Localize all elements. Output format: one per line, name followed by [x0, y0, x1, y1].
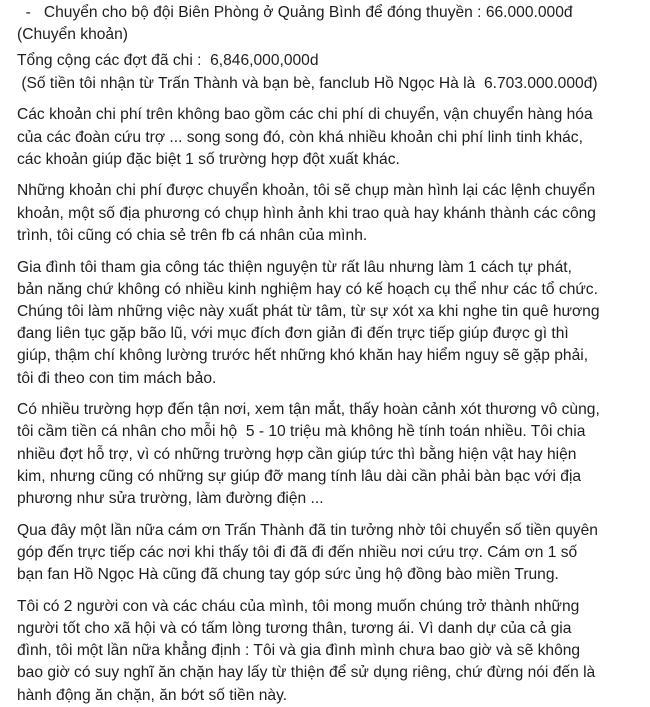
- text-line: góp đến trực tiếp các nơi khi thấy tôi đi đã đi đến nhiều nơi cứu trợ. Cám ơn 1 số: [17, 543, 578, 561]
- text-line: giúp, thậm chí không lường trước hết những khó khăn hay hiểm nguy sẽ gặp phải,: [17, 347, 589, 365]
- text-line: các khoản giúp đặc biệt 1 số trường hợp đột xuất khác.: [17, 150, 400, 168]
- paragraph-transfer-proof: [17, 180, 634, 247]
- text-line: Gia đình tôi tham gia công tác thiện nguyện từ rất lâu nhưng làm 1 cách tự phát,: [17, 258, 572, 276]
- text-line: kim, nhưng cũng có những sự giúp đỡ mang tính lâu dài cần phải bàn bạc với địa: [17, 467, 582, 485]
- paragraph-transfer-item: [17, 2, 634, 46]
- paragraph-excluded-costs: [17, 104, 634, 171]
- text-line: bao giờ có suy nghĩ ăn chặn hay lấy từ thiện để sử dụng riêng, chứ đừng nói đến là: [17, 664, 596, 682]
- text-line: của các đoàn cứu trợ ... song song đó, còn khá nhiều khoản chi phí linh tinh khác,: [17, 128, 583, 146]
- paragraph-cases: [17, 399, 634, 510]
- paragraph-affirmation: [17, 596, 634, 707]
- text-line: - Chuyển cho bộ đội Biên Phòng ở Quảng Bình để đóng thuyền : 66.000.000đ: [17, 4, 573, 21]
- text-line: đang liên tục gặp bão lũ, với mục đích đơn giản đi đến trực tiếp giúp được gì thì: [17, 325, 569, 343]
- text-line: đình, tôi một lần nữa khẳng định : Tôi và gia đình mình chưa bao giờ và sẽ không: [17, 642, 581, 660]
- paragraph-thanks: [17, 520, 634, 587]
- paragraph-total-spent: [17, 50, 634, 94]
- text-line: Tổng cộng các đợt đã chi : 6,846,000,000d: [17, 52, 319, 70]
- text-line: tôi cầm tiền cá nhân cho mỗi hộ 5 - 10 triệu mà không hề tính toán nhiều. Tôi chia: [17, 423, 586, 441]
- text-line: Tôi có 2 người con và các cháu của mình, tôi mong muốn chúng trở thành những: [17, 597, 580, 615]
- text-line: nhiều đợt hỗ trợ, vì có những trường hợp cần giúp tức thì bằng hiện vật hay hiện: [17, 445, 577, 463]
- text-line: (Số tiền tôi nhận từ Trấn Thành và bạn bè, fanclub Hồ Ngọc Hà là 6.703.000.000đ): [17, 74, 598, 92]
- paragraph-family-charity: [17, 257, 634, 390]
- text-line: Chúng tôi làm những việc này xuất phát từ tâm, từ sự xót xa khi nghe tin quê hương: [17, 302, 600, 320]
- text-line: bạn fan Hồ Ngọc Hà cũng đã chung tay góp sức ủng hộ đồng bào miền Trung.: [17, 566, 559, 584]
- text-line: Các khoản chi phí trên không bao gồm các chi phí di chuyển, vận chuyển hàng hóa: [17, 106, 593, 124]
- text-line: hành động ăn chặn, ăn bớt số tiền này.: [17, 686, 288, 704]
- text-line: Có nhiều trường hợp đến tận nơi, xem tận mắt, thấy hoàn cảnh xót thương vô cùng,: [17, 401, 600, 419]
- text-line: tôi đi theo con tim mách bảo.: [17, 369, 217, 387]
- text-line: phương như sửa trường, làm đường điện ...: [17, 490, 324, 508]
- text-line: khoản, một số địa phương có chụp hình ảnh khi trao quà hay khánh thành các công: [17, 204, 596, 222]
- text-line: bản năng chứ không có nhiều kinh nghiệm hay có kế hoạch cụ thể như các tổ chức.: [17, 280, 598, 298]
- text-line: người tốt cho xã hội và có tấm lòng tương thân, tương ái. Vì danh dự của cả gia: [17, 620, 572, 638]
- text-line: trình, tôi cũng có chia sẻ trên fb cá nhân của mình.: [17, 226, 368, 244]
- text-line: Những khoản chi phí được chuyển khoản, tôi sẽ chụp màn hình lại các lệnh chuyển: [17, 182, 596, 200]
- text-line: (Chuyển khoản): [17, 26, 128, 44]
- text-line: Qua đây một lần nữa cám ơn Trấn Thành đã tin tưởng nhờ tôi chuyển số tiền quyên: [17, 521, 598, 539]
